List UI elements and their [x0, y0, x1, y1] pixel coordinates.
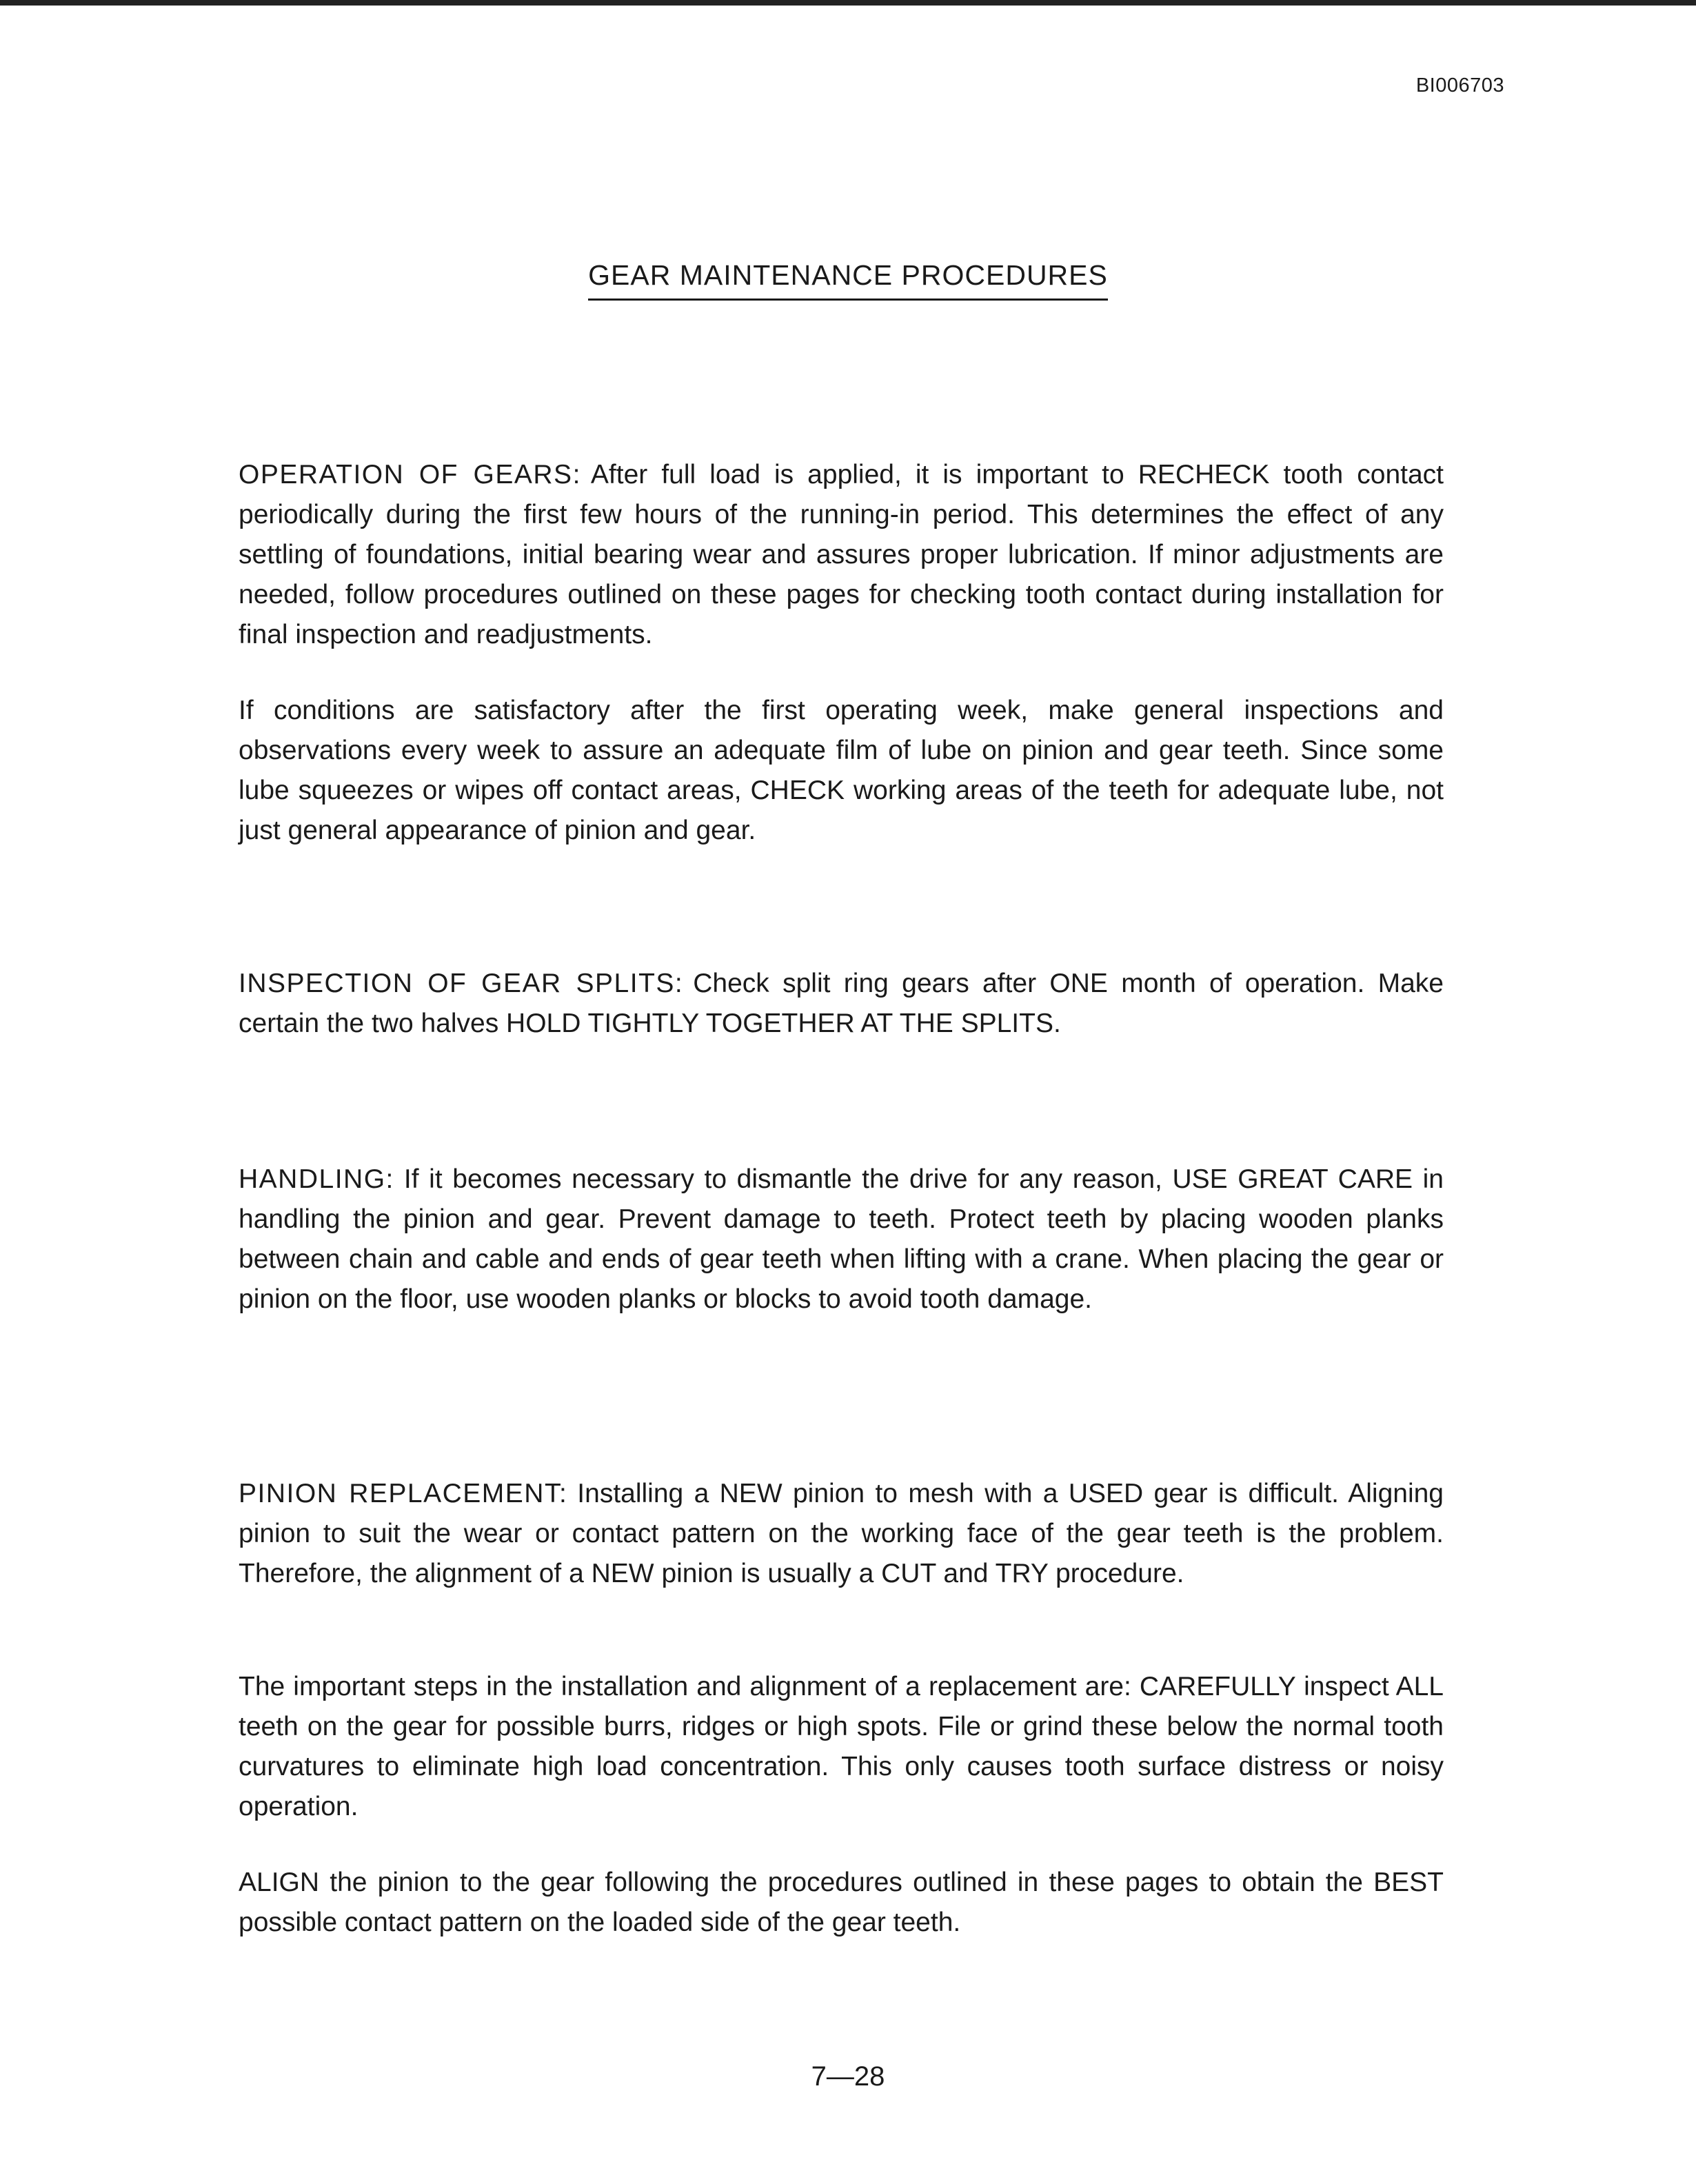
handling-paragraph-1: [239, 1160, 1444, 1320]
pinion-replacement-steps: [239, 1667, 1444, 1827]
pinion-paragraph-1: [239, 1474, 1444, 1594]
splits-paragraph-1: [239, 964, 1444, 1044]
operation-heading: OPERATION OF GEARS:: [239, 460, 581, 489]
operation-paragraph-2: If conditions are satisfactory after the first operating week, make general inspections and observations every week to assure an adequate film of lube on pinion and gear teeth. Since some lube squeezes or wipes off contact areas, CHECK working areas of the teeth for adequate lube, not just general appearance of pinion and gear.: [239, 696, 1444, 845]
page-title-text: GEAR MAINTENANCE PROCEDURES: [588, 259, 1108, 301]
pinion-paragraph-2: The important steps in the installation and alignment of a replacement are: CAREFULLY inspect ALL teeth on the gear for possible burrs, ridges or high spots. File or grind these below the normal tooth curvatures to eliminate high load concentration. This only causes tooth surface distress or noisy operation.: [239, 1672, 1444, 1821]
operation-paragraph-1-text: After full load is applied, it is important to RECHECK tooth contact periodically during the first few hours of the running-in period. This determines the effect of any settling of foundations, initial bearing wear and assures proper lubrication. If minor adjustments are needed, follow procedures outlined on these pages for checking tooth contact during installation for final inspection and readjustments.: [239, 460, 1444, 649]
handling-section: [239, 1160, 1444, 1320]
operation-of-gears-section: [239, 455, 1444, 655]
page-number: 7—28: [811, 2061, 885, 2092]
handling-paragraph-1-text: If it becomes necessary to dismantle the drive for any reason, USE GREAT CARE in handling the pinion and gear. Prevent damage to teeth. Protect teeth by placing wooden planks between chain and cable and ends of gear teeth when lifting with a crane. When placing the gear or pinion on the floor, use wooden planks or blocks to avoid tooth damage.: [239, 1164, 1444, 1314]
document-id: BI006703: [1415, 74, 1504, 97]
splits-heading: INSPECTION OF GEAR SPLITS:: [239, 969, 684, 998]
pinion-paragraph-3: ALIGN the pinion to the gear following the procedures outlined in these pages to obtain the BEST possible contact pattern on the loaded side of the gear teeth.: [239, 1868, 1444, 1937]
handling-heading: HANDLING:: [239, 1164, 394, 1194]
operation-paragraph-1: [239, 455, 1444, 655]
page-title: [0, 259, 1696, 301]
top-border-rule: [0, 0, 1696, 6]
pinion-heading: PINION REPLACEMENT:: [239, 1479, 568, 1508]
inspection-of-gear-splits-section: [239, 964, 1444, 1044]
operation-of-gears-section-continued: [239, 691, 1444, 851]
pinion-paragraph-1-text: Installing a NEW pinion to mesh with a USED gear is difficult. Aligning pinion to suit the wear or contact pattern on the working face of the gear teeth is the problem. Therefore, the alignment of a NEW pinion is usually a CUT and TRY procedure.: [239, 1479, 1444, 1588]
pinion-replacement-section: [239, 1474, 1444, 1594]
pinion-alignment-note: [239, 1863, 1444, 1943]
splits-paragraph-1-text: Check split ring gears after ONE month of operation. Make certain the two halves HOLD TIGHTLY TOGETHER AT THE SPLITS.: [239, 969, 1444, 1038]
